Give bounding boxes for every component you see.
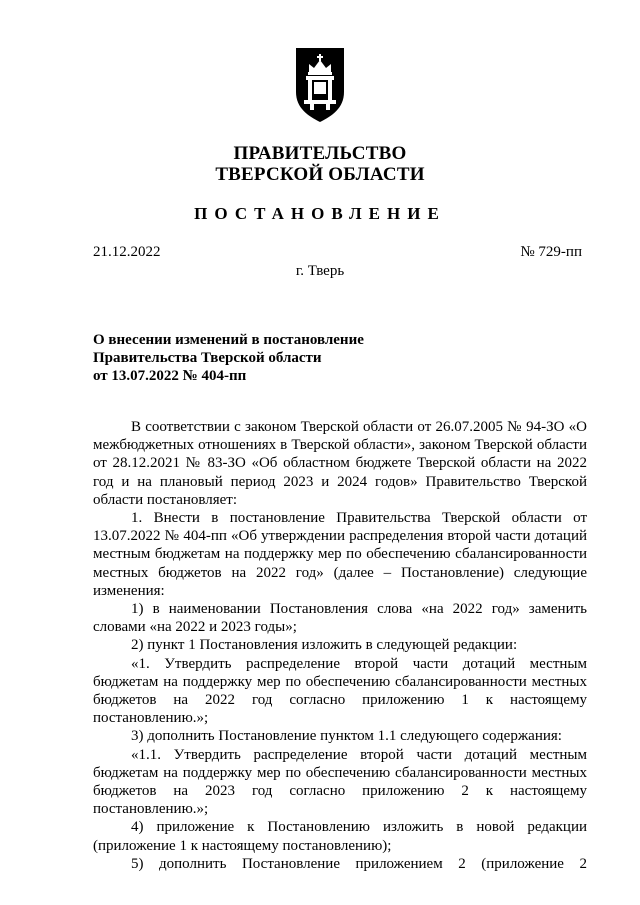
body-paragraph: 2) пункт 1 Постановления изложить в следующей редакции: xyxy=(131,637,518,654)
body-paragraph: В соответствии с законом Тверской области от 26.07.2005 № 94-ЗО «О межбюджетных отношениях в Тверской области», законом Тверской области от 28.12.2021 № 83-ЗО «Об областном бюджете Тверской области на 2022 год и на плановый период 2023 и 2024 годов» Правительство Тверской области постановляет: xyxy=(93,419,587,508)
body-paragraph: «1. Утвердить распределение второй части дотаций местным бюджетам на поддержку мер по обеспечению сбалансированности местных бюджетов на 2022 год согласно приложению 1 к настоящему постановлению.»; xyxy=(93,655,587,727)
body-paragraph: 5) дополнить Постановление приложением 2 (приложение 2 xyxy=(131,855,587,872)
body-paragraph: «1.1. Утвердить распределение второй части дотаций местным бюджетам на поддержку мер по обеспечению сбалансированности местных бюджетов на 2023 год согласно приложению 2 к настоящему постановлению.»; xyxy=(93,746,587,818)
subject-line: О внесении изменений в постановление xyxy=(93,332,364,348)
organization-name-line1: ПРАВИТЕЛЬСТВО xyxy=(233,143,407,164)
document-city: г. Тверь xyxy=(295,263,345,279)
body-paragraph: 1) в наименовании Постановления слова «на 2022 год» заменить словами «на 2022 и 2023 годы»; xyxy=(93,601,587,636)
body-paragraph: 3) дополнить Постановление пунктом 1.1 следующего содержания: xyxy=(131,728,562,745)
document-date: 21.12.2022 xyxy=(93,244,161,260)
body-paragraph: 1. Внести в постановление Правительства Тверской области от 13.07.2022 № 404-пп «Об утверждении распределения второй части дотаций местным бюджетам на поддержку мер по обеспечению сбалансированности местных бюджетов на 2022 год» (далее – Постановление) следующие изменения: xyxy=(93,510,587,599)
subject-line: Правительства Тверской области xyxy=(93,350,322,366)
subject-line: от 13.07.2022 № 404-пп xyxy=(93,368,247,384)
coat-of-arms-icon xyxy=(294,46,346,124)
document-body xyxy=(93,418,587,873)
document-number: № 729-пп xyxy=(520,244,582,260)
body-paragraph: 4) приложение к Постановлению изложить в новой редакции (приложение 1 к настоящему постановлению); xyxy=(93,819,587,854)
document-type-title: ПОСТАНОВЛЕНИЕ xyxy=(194,204,446,223)
document-subject xyxy=(93,331,364,385)
organization-name-line2: ТВЕРСКОЙ ОБЛАСТИ xyxy=(215,164,425,185)
